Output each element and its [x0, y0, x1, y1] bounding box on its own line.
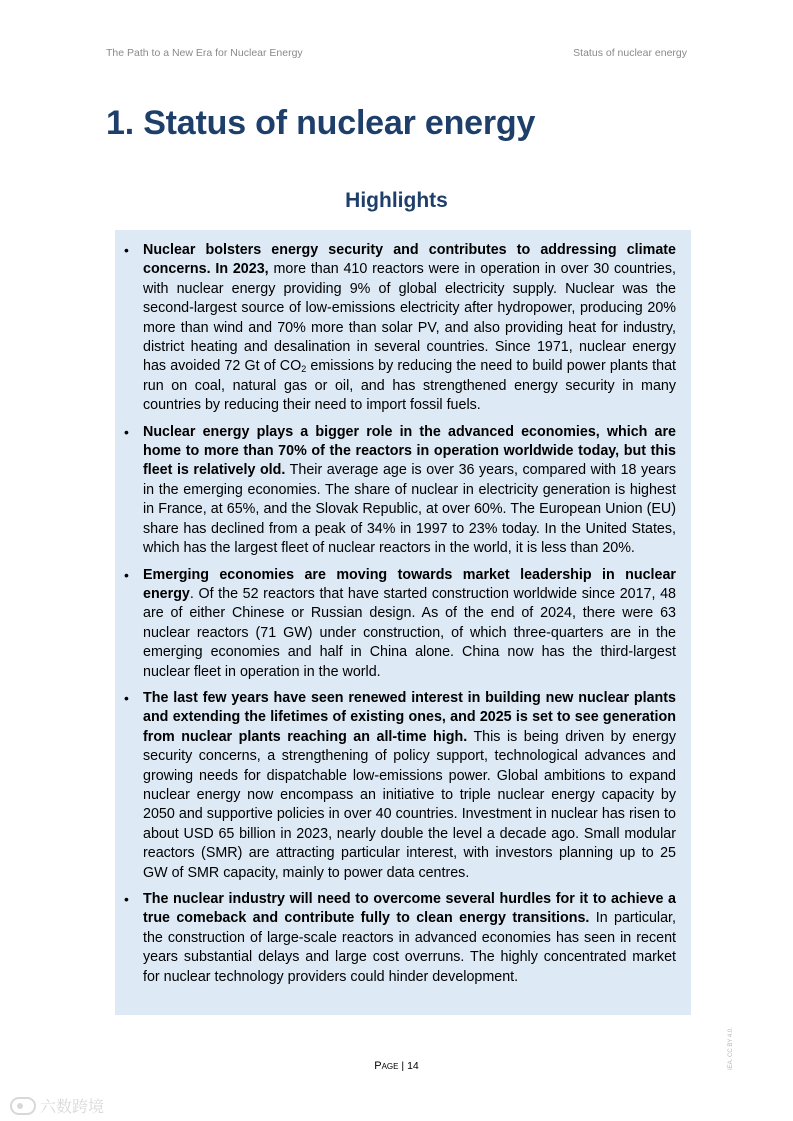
watermark-logo-icon [10, 1097, 36, 1115]
side-license: IEA. CC BY 4.0. [728, 1027, 734, 1070]
bullet-1-bold: Nuclear bolsters energy security and contributes to addressing climate concerns. In 2023, [143, 242, 676, 278]
watermark [10, 1094, 104, 1117]
page-footer [0, 1060, 793, 1072]
bullet-1-text-after: emissions by reducing the need to build power plants that run on coal, natural gas or oil, and has strengthened energy security in many countries by reducing their need to import fossil fuels. [143, 358, 676, 414]
bullet-5-bold: The nuclear industry will need to overcome several hurdles for it to achieve a true comeback and contribute fully to clean energy transitions. [143, 891, 676, 927]
bullet-3-text: . Of the 52 reactors that have started construction worldwide since 2017, 48 are of either Chinese or Russian design. As of the end of 2024, there were 63 nuclear reactors (71 GW) under construction, of which three-quarters are in the emerging economies and half in China alone. China now has the third-largest nuclear fleet in operation in the world. [143, 585, 676, 680]
highlight-bullet-3 [124, 566, 676, 682]
highlight-bullet-1 [124, 241, 676, 416]
bullet-2-text: Their average age is over 36 years, compared with 18 years in the emerging economies. The share of nuclear in electricity generation is highest in France, at 65%, and the Slovak Republic, at over 60%. The European Union (EU) share has declined from a peak of 34% in 1997 to 23% today. In the United States, which has the largest fleet of nuclear reactors in the world, it is less than 20%. [143, 462, 676, 557]
highlight-bullet-2 [124, 423, 676, 559]
bullet-4-text: This is being driven by energy security concerns, a strengthening of policy support, technological advances and growing needs for dispatchable low-emissions power. Global ambitions to expand nuclear energy now encompass an initiative to triple nuclear energy capacity by 2050 and supportive policies in over 40 countries. Investment in nuclear has risen to about USD 65 billion in 2023, nearly double the level a decade ago. Small modular reactors (SMR) are attracting particular interest, with investors planning up to 25 GW of SMR capacity, mainly to power data centres. [143, 728, 676, 881]
highlight-bullet-4 [124, 689, 676, 883]
running-header-right: Status of nuclear energy [573, 47, 687, 59]
watermark-text: 六数跨境 [40, 1099, 105, 1116]
page-number: 14 [407, 1060, 419, 1072]
chapter-title: 1. Status of nuclear energy [106, 104, 536, 142]
bullet-5-text: In particular, the construction of large-scale reactors in advanced economies has seen in recent years substantial delays and large cost overruns. The highly concentrated market for nuclear technology providers could hinder development. [143, 910, 676, 985]
bullet-1-text: more than 410 reactors were in operation in over 30 countries, with nuclear energy providing 9% of global electricity supply. Nuclear was the second-largest source of low-emissions electricity after hydropower, producing 20% more than wind and 70% more than solar PV, and also providing heat for industry, district heating and desalination in several countries. Since 1971, nuclear energy has avoided 72 Gt of CO [143, 261, 676, 375]
page-separator: | [401, 1060, 405, 1072]
running-header-left: The Path to a New Era for Nuclear Energy [106, 47, 303, 59]
bullet-4-bold: The last few years have seen renewed interest in building new nuclear plants and extending the lifetimes of existing ones, and 2025 is set to see generation from nuclear plants reaching an all-time high. [143, 689, 676, 745]
bullet-2-bold: Nuclear energy plays a bigger role in the advanced economies, which are home to more than 70% of the reactors in operation worldwide today, but this fleet is relatively old. [143, 423, 676, 479]
highlights-box [115, 230, 691, 1015]
highlight-bullet-5 [124, 890, 676, 987]
highlights-list [124, 241, 676, 994]
bullet-1-subscript: 2 [301, 364, 307, 375]
page-label: Page [374, 1060, 399, 1072]
bullet-3-bold: Emerging economies are moving towards market leadership in nuclear energy [143, 566, 676, 602]
highlights-title: Highlights [345, 189, 448, 212]
